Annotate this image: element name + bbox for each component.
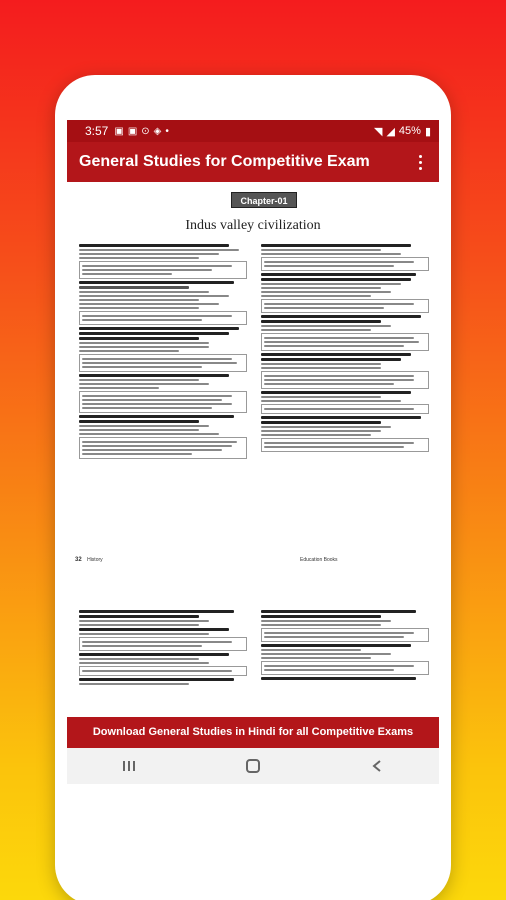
signal-icon: ◢ <box>386 125 395 138</box>
image-icon: ▣ <box>127 125 138 137</box>
download-banner[interactable]: Download General Studies in Hindi for all Competitive Exams <box>67 717 439 748</box>
status-time: 3:57 <box>85 124 109 138</box>
text-column-right <box>261 242 429 454</box>
app-title: General Studies for Competitive Exam <box>79 153 370 170</box>
image-icon: ▣ <box>114 125 124 137</box>
wifi-icon: ◥ <box>373 125 383 138</box>
status-right <box>374 125 431 138</box>
system-nav-bar <box>67 748 439 784</box>
back-icon[interactable] <box>357 751 397 781</box>
more-vert-icon[interactable] <box>411 150 429 174</box>
app-bar <box>67 142 439 182</box>
page-number: 32 <box>75 557 82 563</box>
document-page <box>75 182 431 570</box>
page-title: Indus valley civilization <box>185 218 321 233</box>
alert-icon: ⊙ <box>141 125 150 137</box>
dot-icon: • <box>165 125 169 137</box>
shield-icon: ◈ <box>153 125 162 137</box>
page-footer-label: History <box>87 557 103 563</box>
app-screen <box>67 120 439 860</box>
page-footer <box>75 557 431 567</box>
document-viewer[interactable] <box>67 182 439 737</box>
phone-frame <box>55 75 451 900</box>
text-column-left <box>79 242 247 461</box>
battery-icon: ▮ <box>424 125 431 138</box>
chapter-label: Chapter-01 <box>231 192 297 208</box>
home-icon[interactable] <box>233 751 273 781</box>
text-column-left <box>79 608 247 687</box>
notification-icons <box>114 126 169 137</box>
recent-apps-icon[interactable] <box>109 751 149 781</box>
page-footer-right: Education Books <box>300 557 338 563</box>
text-column-right <box>261 608 429 682</box>
battery-level: 45% <box>398 125 421 137</box>
status-bar <box>67 120 439 142</box>
